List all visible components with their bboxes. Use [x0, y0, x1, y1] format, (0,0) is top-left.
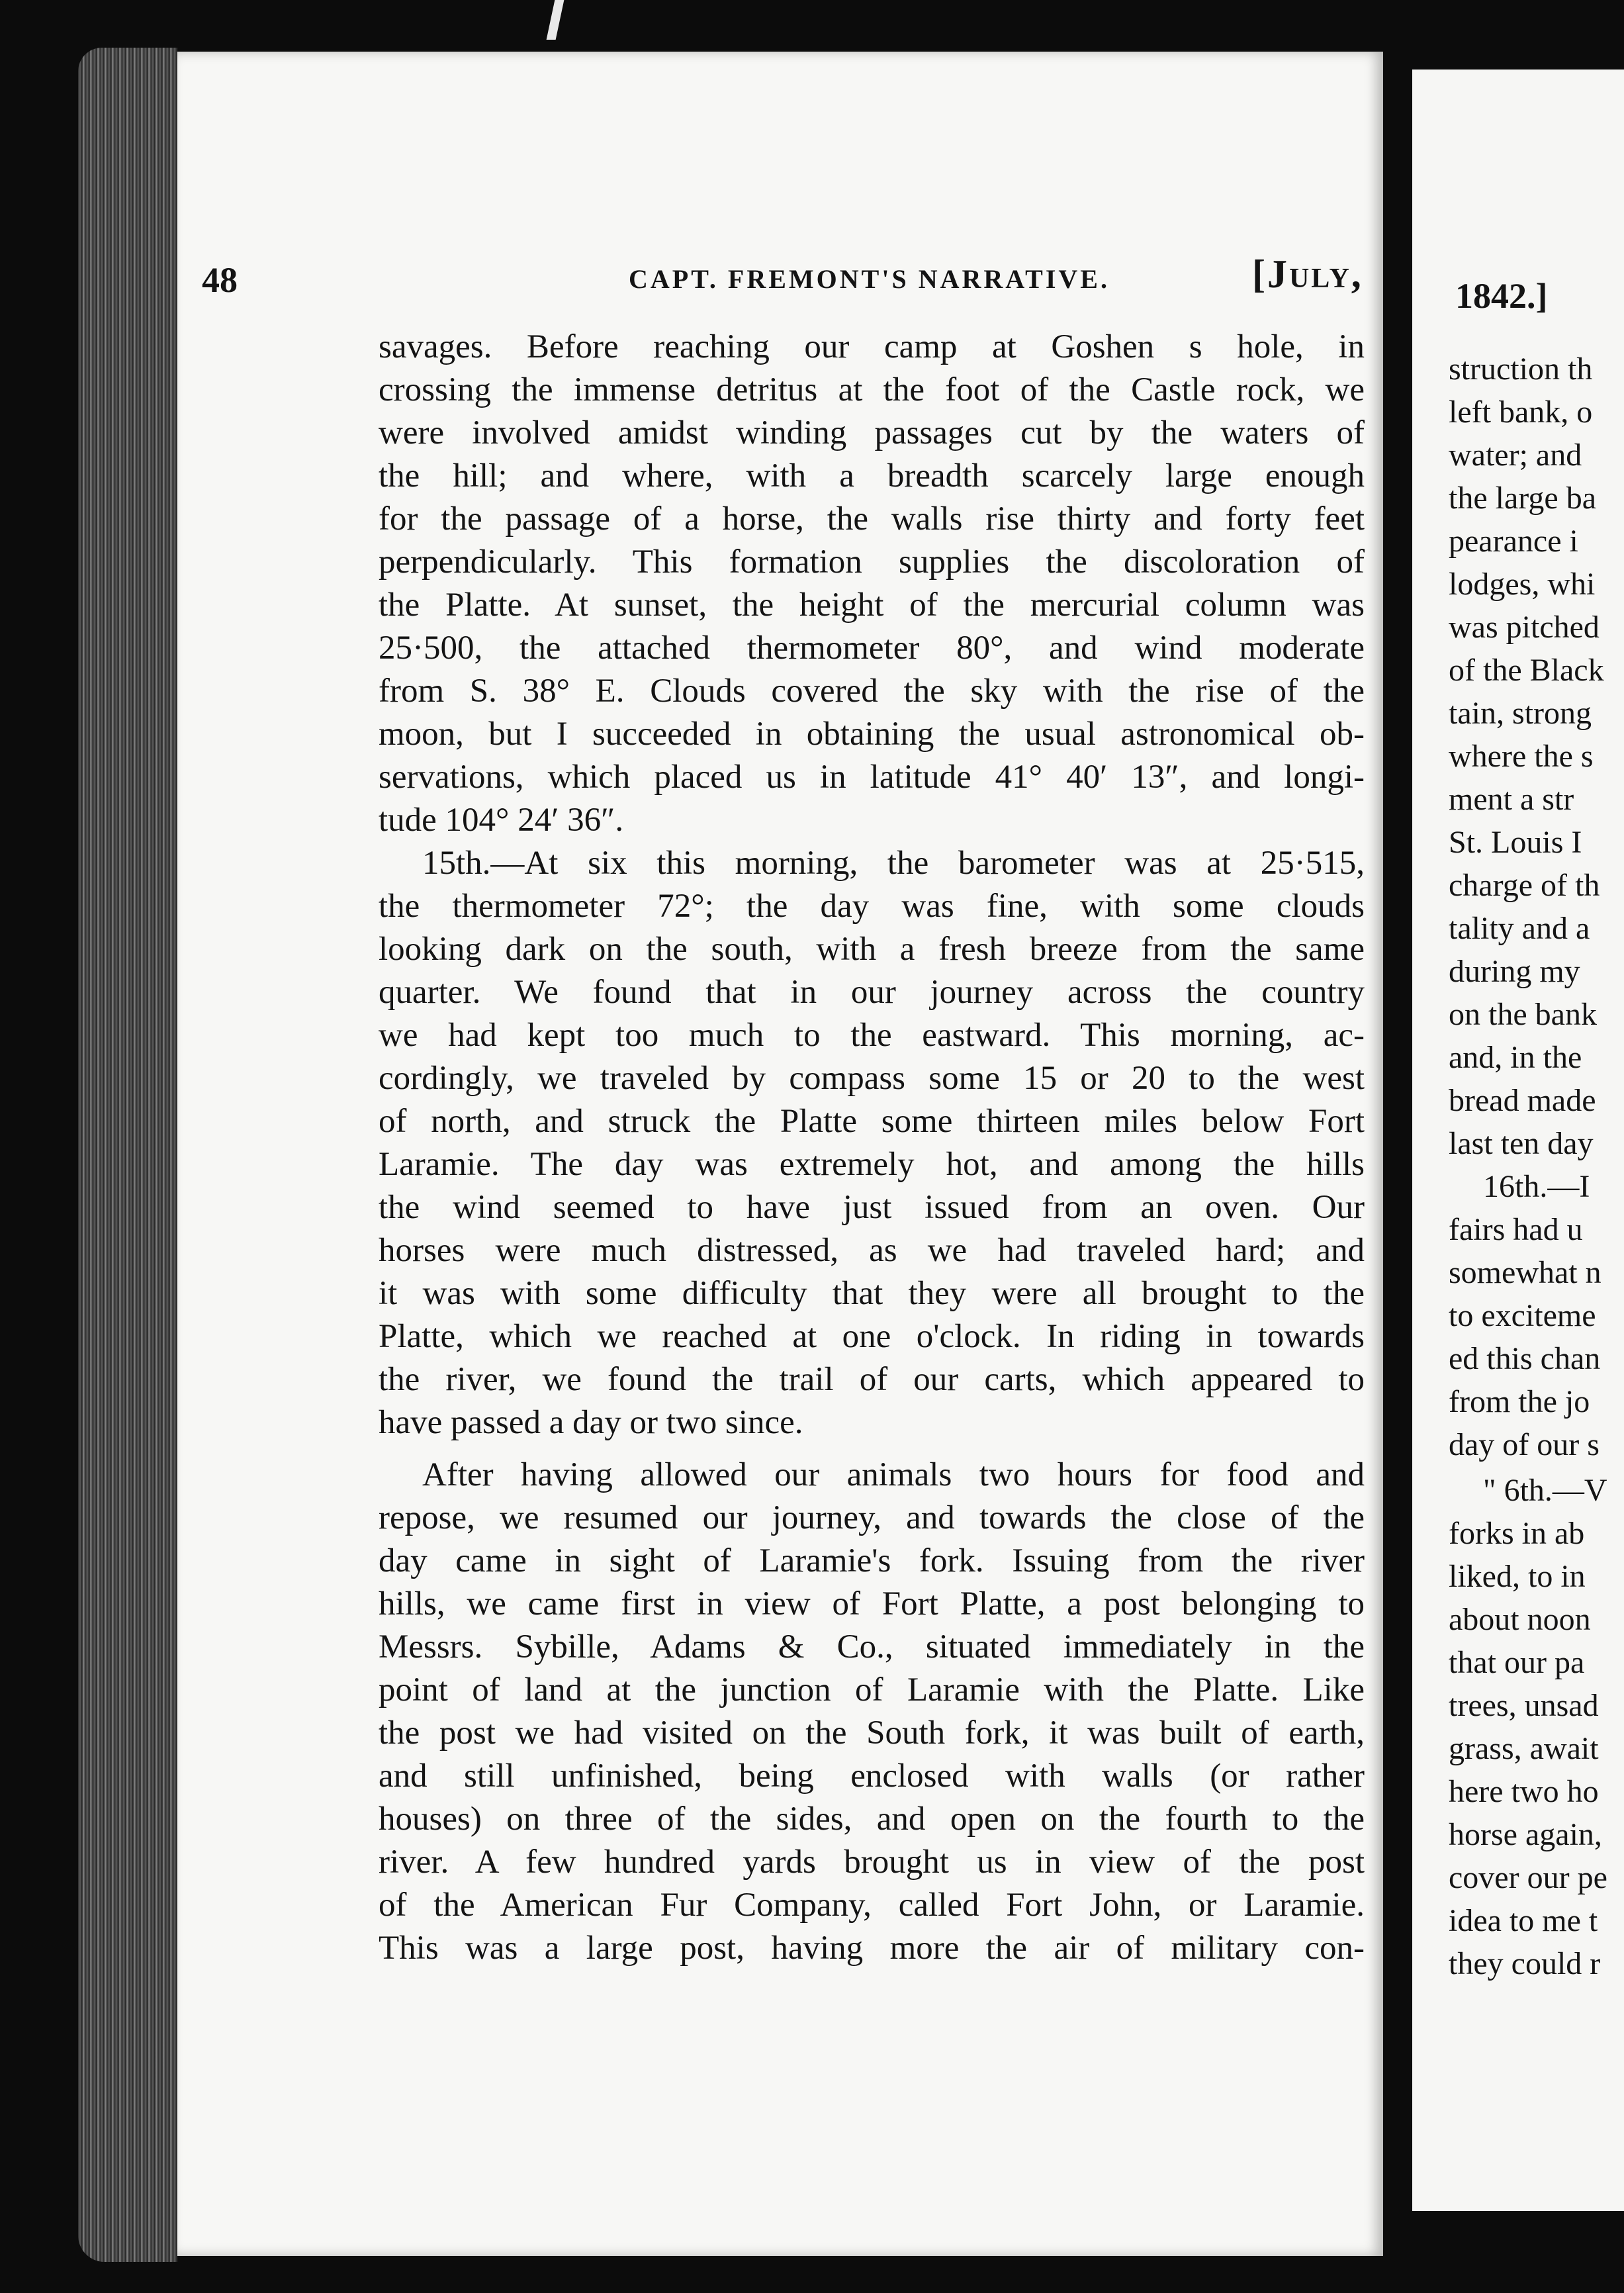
text-line: have passed a day or two since.: [379, 1404, 803, 1441]
text-line: cordingly, we traveled by compass some 15 or 20 to the west: [379, 1060, 1365, 1097]
text-line: crossing the immense detritus at the foot of the Castle rock, we: [379, 371, 1365, 408]
text-line: 25·500, the attached thermometer 80°, and wind moderate: [379, 630, 1365, 667]
text-line: from S. 38° E. Clouds covered the sky with the rise of the: [379, 673, 1365, 710]
text-line: the post we had visited on the South fork, it was built of earth,: [379, 1714, 1365, 1752]
text-line: of north, and struck the Platte some thirteen miles below Fort: [379, 1103, 1365, 1140]
text-line: we had kept too much to the eastward. This morning, ac-: [379, 1017, 1365, 1054]
text-line: river. A few hundred yards brought us in view of the post: [379, 1844, 1365, 1881]
text-line: during my: [1449, 954, 1580, 989]
text-line: ment a str: [1449, 782, 1574, 817]
text-line: St. Louis I: [1449, 825, 1582, 860]
text-line: lodges, whi: [1449, 567, 1596, 602]
page-body-text: [379, 326, 1365, 1970]
text-line: tality and a: [1449, 911, 1590, 946]
text-line: the river, we found the trail of our carts, which appeared to: [379, 1361, 1365, 1398]
text-line: tain, strong: [1449, 696, 1592, 731]
paragraph-start-line: After having allowed our animals two hours for food and: [422, 1456, 1365, 1493]
text-line: and, in the: [1449, 1040, 1582, 1075]
margin-ink-mark: [547, 0, 564, 40]
text-line: looking dark on the south, with a fresh breeze from the same: [379, 931, 1365, 968]
text-line: of the Black: [1449, 653, 1604, 688]
text-line: the thermometer 72°; the day was fine, with some clouds: [379, 888, 1365, 925]
text-line: forks in ab: [1449, 1516, 1585, 1551]
text-line: somewhat n: [1449, 1255, 1601, 1290]
text-line: moon, but I succeeded in obtaining the usual astronomical ob-: [379, 716, 1365, 753]
text-line: hills, we came first in view of Fort Platte, a post belonging to: [379, 1585, 1365, 1622]
text-line: idea to me t: [1449, 1903, 1598, 1938]
text-line: about noon: [1449, 1602, 1591, 1637]
text-line: pearance i: [1449, 524, 1578, 559]
text-line: of the American Fur Company, called Fort John, or Laramie.: [379, 1887, 1365, 1924]
text-line: ed this chan: [1449, 1341, 1601, 1376]
paragraph-start-line: 15th.—At six this morning, the barometer was at 25·515,: [422, 845, 1365, 882]
text-line: to exciteme: [1449, 1298, 1596, 1333]
text-line: horse again,: [1449, 1817, 1602, 1852]
text-line: tude 104° 24′ 36″.: [379, 802, 624, 839]
date-bracket-heading: [July,: [1252, 252, 1363, 296]
text-line: This was a large post, having more the air of military con-: [379, 1930, 1365, 1967]
text-line: day came in sight of Laramie's fork. Issuing from the river: [379, 1542, 1365, 1579]
right-page-heading: 1842.]: [1455, 276, 1548, 316]
text-line: struction th: [1449, 351, 1593, 387]
book-page-edges: [78, 48, 177, 2262]
text-line: on the bank: [1449, 997, 1597, 1032]
text-line: left bank, o: [1449, 395, 1593, 430]
text-line: point of land at the junction of Laramie with the Platte. Like: [379, 1671, 1365, 1708]
text-line: last ten day: [1449, 1126, 1594, 1161]
text-line: charge of th: [1449, 868, 1600, 903]
right-page-body-text: [1449, 348, 1607, 1985]
right-page: [1412, 70, 1624, 2211]
text-line: the Platte. At sunset, the height of the mercurial column was: [379, 586, 1365, 624]
text-line: they could r: [1449, 1946, 1601, 1981]
text-line: water; and: [1449, 438, 1582, 473]
text-line: quarter. We found that in our journey across the country: [379, 974, 1365, 1011]
text-line: was pitched: [1449, 610, 1600, 645]
text-line: the large ba: [1449, 481, 1597, 516]
text-line: Messrs. Sybille, Adams & Co., situated immediately in the: [379, 1628, 1365, 1665]
text-line: day of our s: [1449, 1427, 1600, 1462]
text-line: perpendicularly. This formation supplies the discoloration of: [379, 543, 1365, 581]
page-number: 48: [202, 260, 238, 300]
paragraph-start-line: " 6th.—V: [1483, 1473, 1607, 1508]
text-line: where the s: [1449, 739, 1594, 774]
text-line: for the passage of a horse, the walls rise thirty and forty feet: [379, 500, 1365, 538]
text-line: were involved amidst winding passages cut by the waters of: [379, 414, 1365, 451]
text-line: it was with some difficulty that they were all brought to the: [379, 1275, 1365, 1312]
text-line: bread made: [1449, 1083, 1596, 1118]
text-line: liked, to in: [1449, 1559, 1586, 1594]
text-line: trees, unsad: [1449, 1688, 1599, 1723]
text-line: the wind seemed to have just issued from an oven. Our: [379, 1189, 1365, 1226]
text-line: houses) on three of the sides, and open on the fourth to the: [379, 1801, 1365, 1838]
text-line: fairs had u: [1449, 1212, 1583, 1247]
running-head: CAPT. FREMONT'S NARRATIVE.: [629, 264, 1110, 294]
text-line: that our pa: [1449, 1645, 1585, 1680]
text-line: from the jo: [1449, 1384, 1590, 1419]
paragraph-start-line: 16th.—I: [1483, 1169, 1590, 1204]
text-line: horses were much distressed, as we had traveled hard; and: [379, 1232, 1365, 1269]
text-line: here two ho: [1449, 1774, 1599, 1809]
text-line: the hill; and where, with a breadth scarcely large enough: [379, 457, 1365, 494]
text-line: savages. Before reaching our camp at Goshen s hole, in: [379, 328, 1365, 365]
text-line: grass, await: [1449, 1731, 1599, 1766]
text-line: Platte, which we reached at one o'clock. In riding in towards: [379, 1318, 1365, 1355]
text-line: repose, we resumed our journey, and towards the close of the: [379, 1499, 1365, 1536]
text-line: Laramie. The day was extremely hot, and among the hills: [379, 1146, 1365, 1183]
text-line: cover our pe: [1449, 1860, 1607, 1895]
text-line: and still unfinished, being enclosed with walls (or rather: [379, 1757, 1365, 1795]
text-line: servations, which placed us in latitude 41° 40′ 13″, and longi-: [379, 759, 1365, 796]
